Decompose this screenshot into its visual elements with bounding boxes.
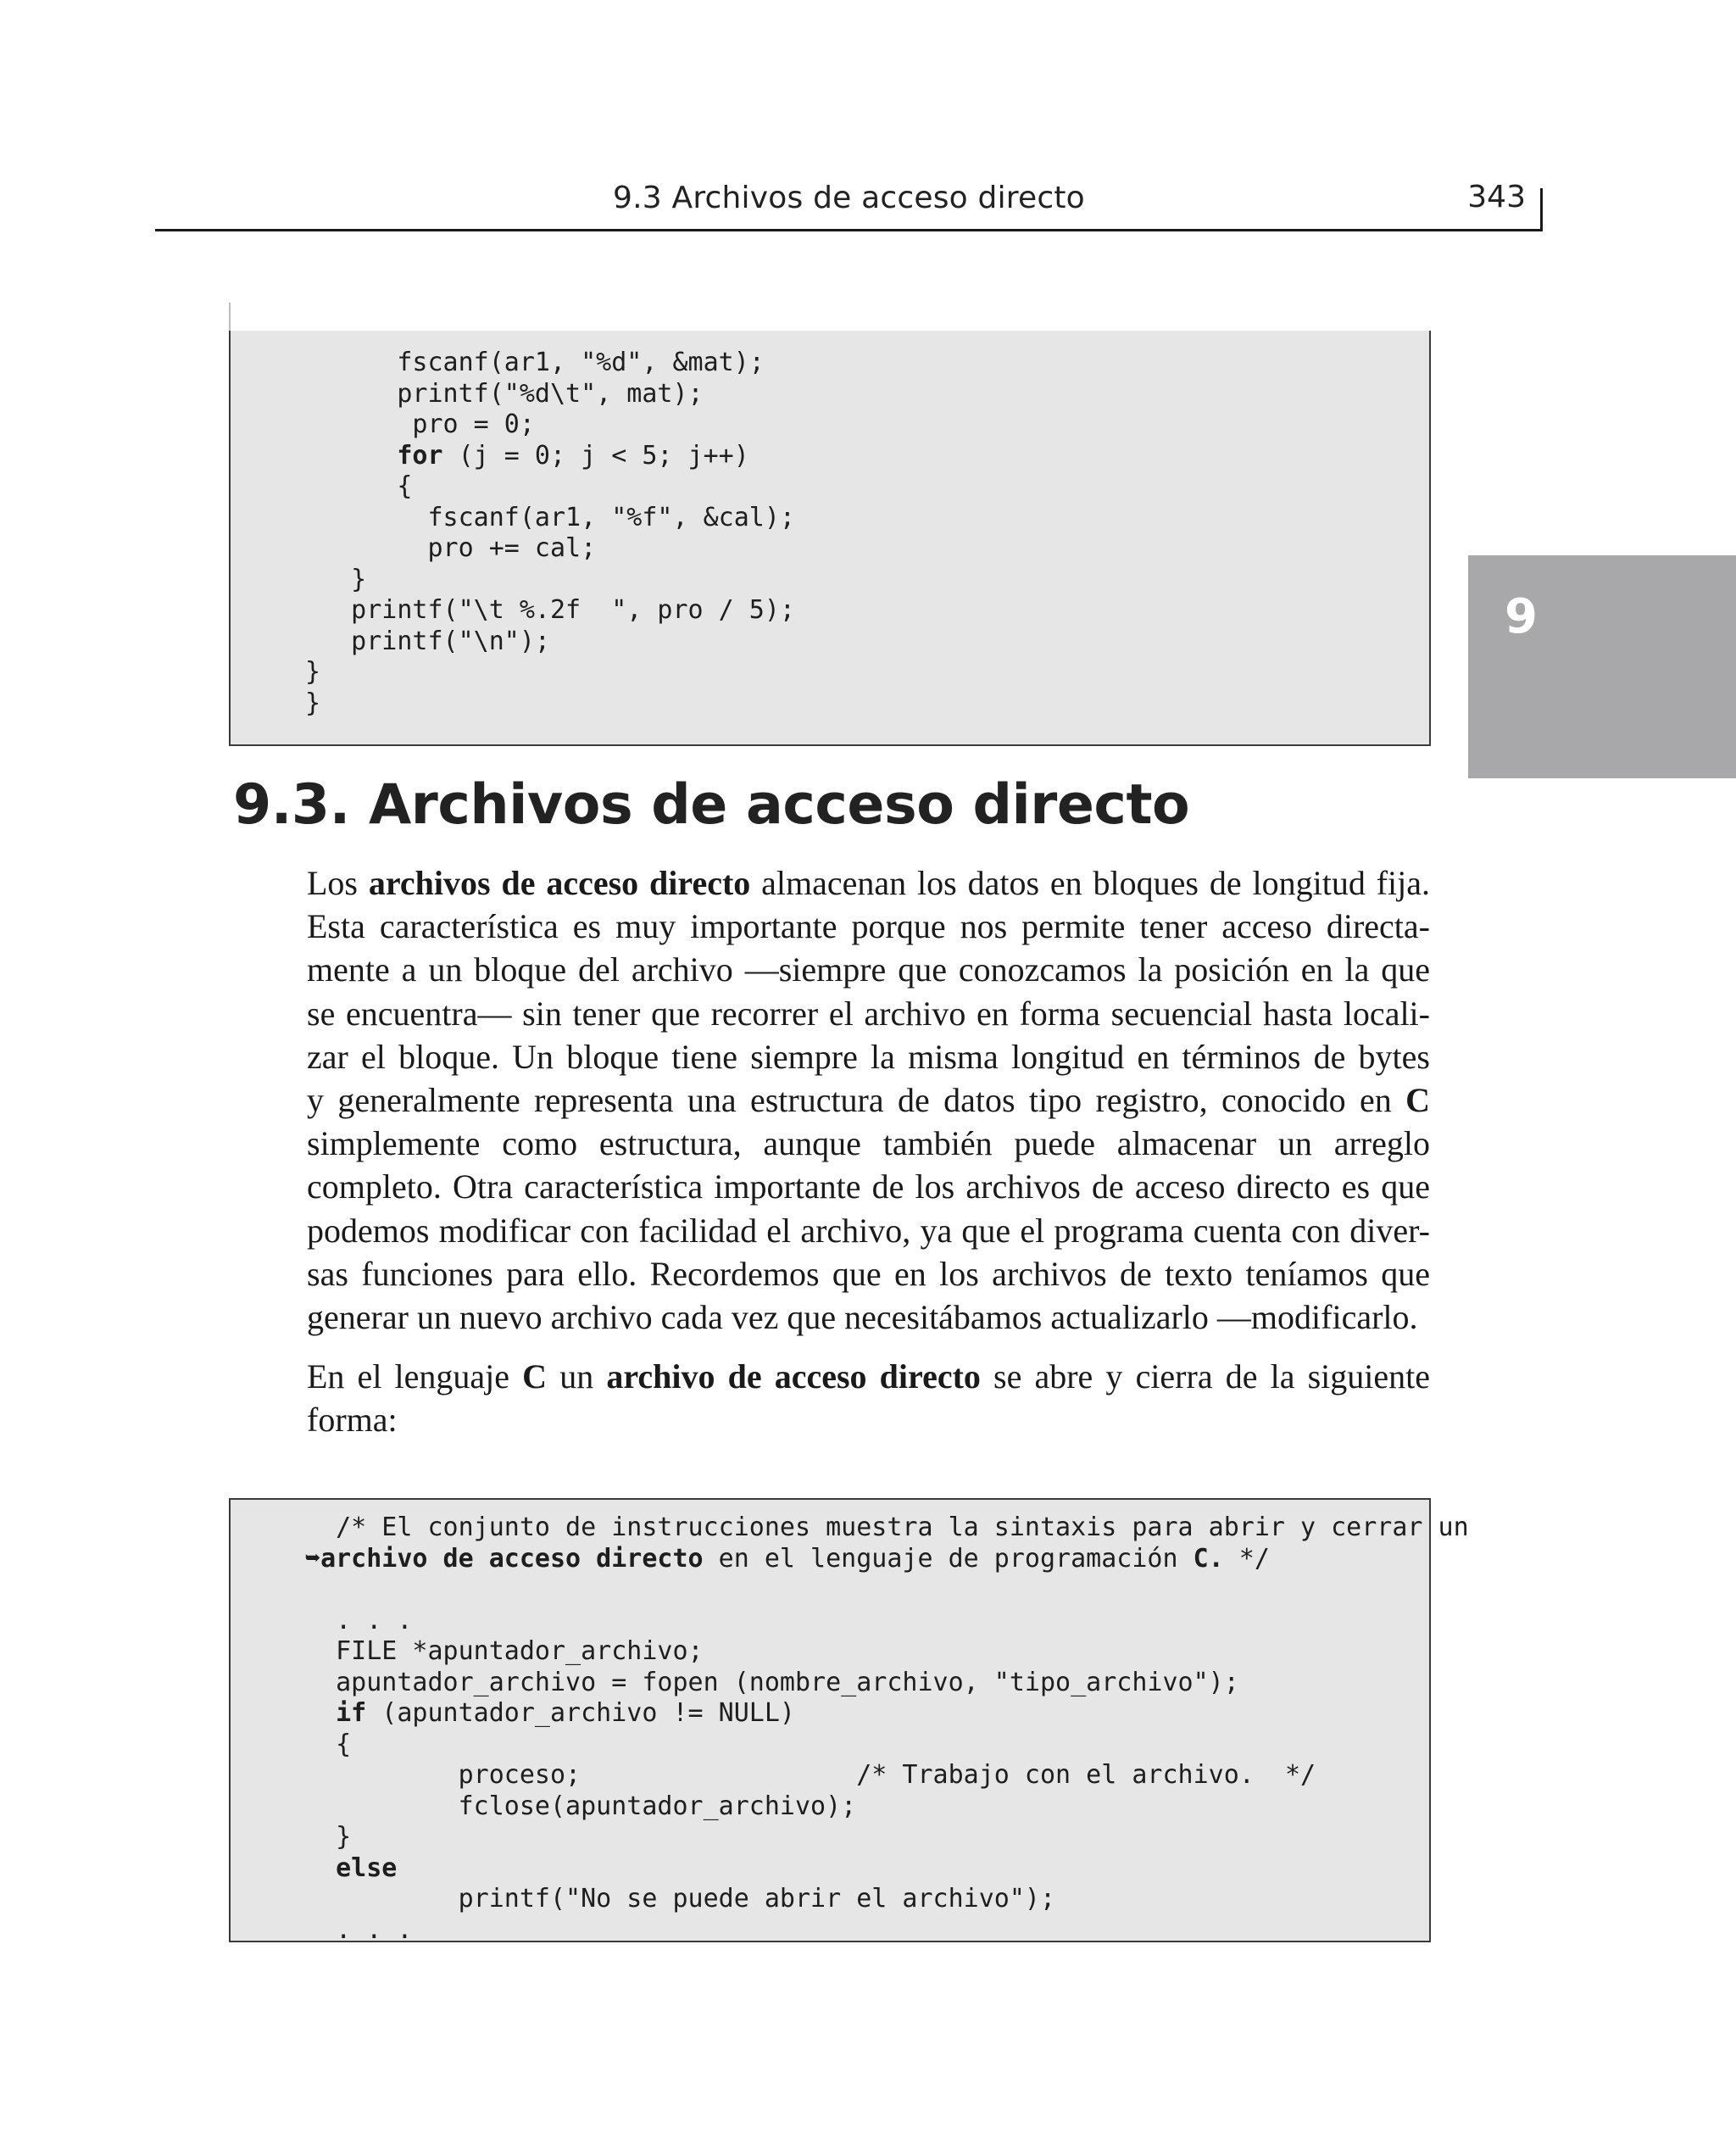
code-text: */	[1223, 1543, 1270, 1574]
text-run: podemos modificar con facilidad el archivo, ya que el programa cuenta con diver-	[307, 1211, 1430, 1250]
code-line	[305, 471, 795, 503]
code-text: (j = 0; j < 5; j++)	[442, 440, 749, 471]
text-run: y generalmente representa una estructura de datos tipo registro, conocido en	[307, 1081, 1406, 1120]
bold-term: archivo de acceso directo	[606, 1357, 981, 1396]
code-text: (apuntador_archivo != NULL)	[366, 1698, 795, 1728]
text-run: Los	[307, 864, 369, 902]
code-text: proceso; /* Trabajo con el archivo. */	[305, 1760, 1316, 1790]
code-text: /* El conjunto de instrucciones muestra la sintaxis para abrir y cerrar un	[305, 1513, 1469, 1542]
code-line	[305, 1730, 1469, 1761]
code-text: {	[305, 471, 413, 501]
text-run: mente a un bloque del archivo —siempre que conozcamos la posición en la que	[307, 950, 1430, 989]
bold-term: archivos de acceso directo	[368, 864, 751, 902]
code-line	[305, 565, 795, 596]
code-listing-open-close	[229, 1498, 1469, 1945]
code-line	[305, 1853, 1469, 1885]
code-keyword: if	[336, 1698, 367, 1728]
text-run: sas funciones para ello. Recordemos que en los archivos de texto teníamos que	[307, 1254, 1430, 1293]
code-line	[305, 1606, 1469, 1637]
bold-term: C	[522, 1357, 548, 1396]
code-text: printf("\t %.2f ", pro / 5);	[305, 595, 795, 625]
code-text: }	[305, 1822, 352, 1852]
code-text: printf("\n");	[305, 626, 550, 656]
code-line	[305, 533, 795, 565]
text-line	[307, 1295, 1430, 1339]
code-text	[305, 1853, 336, 1883]
code-text: ➥	[305, 1543, 321, 1574]
code-line	[305, 1698, 1469, 1730]
chapter-thumb-tab	[1468, 555, 1736, 778]
code-text	[305, 441, 397, 471]
code-keyword: else	[336, 1852, 398, 1883]
text-line	[307, 1078, 1430, 1122]
code-text: fscanf(ar1, "%f", &cal);	[305, 502, 795, 532]
code-text: fclose(apuntador_archivo);	[305, 1791, 857, 1821]
bold-term: C	[1405, 1081, 1430, 1120]
text-line	[307, 992, 1430, 1035]
header-rule-tick	[1540, 188, 1543, 231]
page-number: 343	[1467, 180, 1526, 214]
code-line	[305, 1636, 1469, 1668]
code-listing-continued	[229, 331, 1431, 746]
code-line	[305, 441, 795, 472]
text-line	[307, 905, 1430, 948]
running-head-title: 9.3 Archivos de acceso directo	[613, 181, 1085, 215]
code-line	[305, 1760, 1469, 1791]
code-text: FILE *apuntador_archivo;	[305, 1636, 704, 1666]
code-text: }	[305, 657, 321, 687]
code-line	[305, 688, 795, 720]
text-line	[307, 861, 1430, 905]
text-run: completo. Otra característica importante de los archivos de acceso directo es que	[307, 1167, 1430, 1206]
code-line	[305, 503, 795, 534]
code-text	[305, 1698, 336, 1728]
code-text: . . .	[305, 1605, 413, 1635]
text-line	[307, 1398, 1430, 1441]
paragraph-open-close	[307, 1355, 1430, 1441]
code-line	[305, 657, 795, 688]
paragraph-intro	[307, 861, 1430, 1339]
code-box-continuation-edge	[229, 303, 231, 332]
code-line	[305, 1513, 1469, 1544]
code-line	[305, 348, 795, 379]
code-text: pro = 0;	[305, 409, 535, 439]
text-run: zar el bloque. Un bloque tiene siempre la misma longitud en términos de bytes	[307, 1037, 1430, 1076]
code-line	[305, 595, 795, 627]
text-run: simplemente como estructura, aunque también puede almacenar un arreglo	[307, 1124, 1430, 1163]
text-line	[307, 1035, 1430, 1078]
code-line	[305, 1822, 1469, 1853]
text-line	[307, 1355, 1430, 1398]
code-lines	[305, 348, 795, 719]
code-text: apuntador_archivo = fopen (nombre_archivo, "tipo_archivo");	[305, 1667, 1239, 1697]
code-line	[305, 409, 795, 441]
text-run: generar un nuevo archivo cada vez que necesitábamos actualizarlo —modificarlo.	[307, 1298, 1418, 1337]
chapter-number: 9	[1505, 589, 1538, 644]
code-keyword: C.	[1193, 1543, 1224, 1574]
code-keyword: archivo de acceso directo	[320, 1543, 704, 1574]
code-text: }	[305, 564, 367, 594]
code-text: pro += cal;	[305, 533, 597, 563]
code-line	[305, 1668, 1469, 1699]
code-line	[305, 1574, 1469, 1606]
code-text: {	[305, 1729, 352, 1759]
text-run: un	[547, 1357, 607, 1396]
text-run: En el lenguaje	[307, 1357, 523, 1396]
code-text: printf("No se puede abrir el archivo");	[305, 1884, 1056, 1914]
code-line	[305, 1791, 1469, 1823]
code-lines	[305, 1513, 1469, 1946]
text-line	[307, 1165, 1430, 1208]
text-run: se encuentra— sin tener que recorrer el archivo en forma secuencial hasta locali-	[307, 994, 1430, 1033]
text-line	[307, 1122, 1430, 1165]
code-text: }	[305, 688, 321, 718]
code-line	[305, 1915, 1469, 1947]
text-run: forma:	[307, 1401, 398, 1440]
text-run: Esta característica es muy importante porque nos permite tener acceso directa-	[307, 907, 1430, 946]
text-line	[307, 948, 1430, 991]
code-keyword: for	[397, 440, 443, 471]
code-line	[305, 627, 795, 658]
section-heading: 9.3. Archivos de acceso directo	[233, 773, 1190, 837]
code-text: fscanf(ar1, "%d", &mat);	[305, 348, 765, 377]
code-line	[305, 1544, 1469, 1575]
text-line	[307, 1252, 1430, 1295]
text-run: se abre y cierra de la siguiente	[980, 1357, 1430, 1396]
code-text: en el lenguaje de programación	[703, 1543, 1194, 1574]
text-run: almacenan los datos en bloques de longitud fija.	[750, 864, 1430, 902]
code-text: printf("%d\t", mat);	[305, 378, 704, 409]
code-line	[305, 1884, 1469, 1915]
running-head	[155, 170, 1543, 231]
code-line	[305, 379, 795, 410]
code-text: . . .	[305, 1914, 413, 1945]
text-line	[307, 1209, 1430, 1252]
